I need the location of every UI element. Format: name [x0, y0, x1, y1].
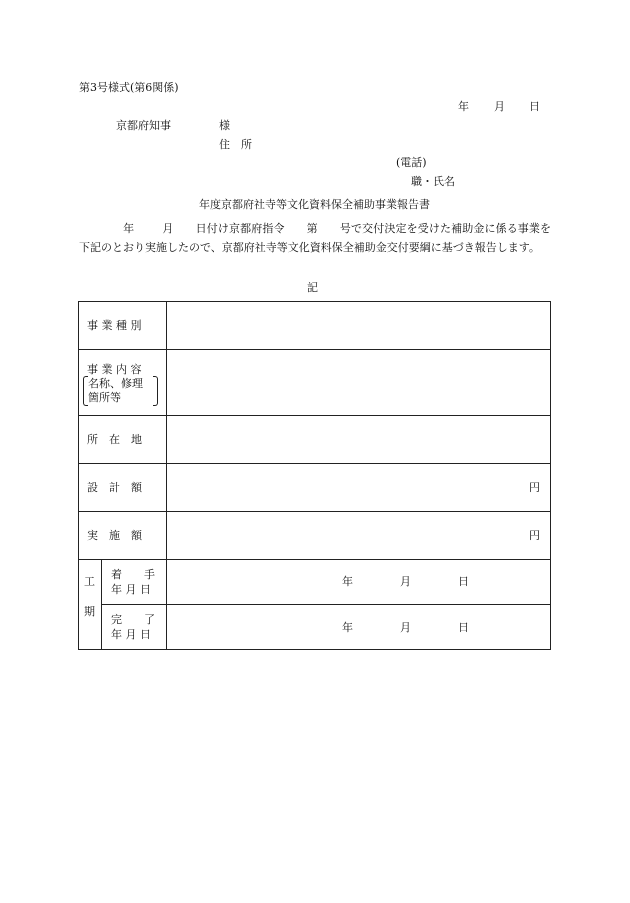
table-row-line: [78, 415, 551, 416]
start-label-line1: 着 手: [111, 568, 155, 581]
business-type-label: 事 業 種 別: [87, 319, 142, 332]
right-bracket: [153, 376, 158, 406]
address-label: 住 所: [219, 138, 252, 151]
phone-label: (電話): [396, 156, 427, 169]
date-day-label: 日: [529, 100, 540, 113]
report-table: [78, 301, 551, 650]
actual-amount-unit: 円: [529, 529, 540, 542]
end-label-line1: 完 了: [111, 613, 155, 626]
name-label: 職・氏名: [411, 175, 455, 188]
business-content-label: 事 業 内 容: [87, 363, 142, 376]
table-border-left: [78, 301, 79, 650]
date-year-label: 年: [458, 100, 469, 113]
table-row-line: [78, 559, 551, 560]
start-date-month: 月: [400, 575, 411, 588]
body-date-text: 日付け京都府指令: [195, 222, 285, 235]
content-note-line2: 箇所等: [88, 391, 121, 404]
table-column-line: [101, 559, 102, 650]
honorific: 様: [219, 119, 230, 132]
body-paragraph: [79, 219, 551, 257]
body-year: 年: [123, 222, 135, 235]
body-dai: 第: [306, 222, 318, 235]
table-border-bottom: [78, 649, 551, 650]
design-amount-unit: 円: [529, 481, 540, 494]
end-date-day: 日: [458, 621, 469, 634]
recipient: 京都府知事: [116, 119, 171, 132]
table-row-line: [78, 511, 551, 512]
actual-amount-label: 実 施 額: [87, 529, 142, 542]
table-row-line: [101, 604, 551, 605]
table-row-line: [78, 463, 551, 464]
start-date-day: 日: [458, 575, 469, 588]
document-title: 年度京都府社寺等文化資料保全補助事業報告書: [199, 198, 430, 211]
table-border-right: [550, 301, 551, 650]
date-month-label: 月: [494, 100, 505, 113]
start-label-line2: 年 月 日: [111, 583, 151, 596]
location-label: 所 在 地: [87, 433, 142, 446]
end-label-line2: 年 月 日: [111, 628, 151, 641]
end-date-month: 月: [400, 621, 411, 634]
table-column-line: [166, 301, 167, 650]
ki-mark: 記: [307, 281, 318, 294]
end-date-year: 年: [342, 621, 353, 634]
period-label-2: 期: [84, 605, 95, 618]
content-note-line1: 名称、修理: [88, 377, 143, 390]
design-amount-label: 設 計 額: [87, 481, 142, 494]
table-row-line: [78, 349, 551, 350]
start-date-year: 年: [342, 575, 353, 588]
body-rest: 号で交付決定を受けた補助金に係る事業を下記のとおり実施したので、京都府社寺等文化資料保全補助金交付要綱に基づき報告します。: [79, 222, 552, 254]
form-number: 第3号様式(第6関係): [79, 81, 179, 94]
body-month: 月: [162, 222, 174, 235]
period-label-1: 工: [84, 575, 95, 588]
table-border-top: [78, 301, 551, 302]
